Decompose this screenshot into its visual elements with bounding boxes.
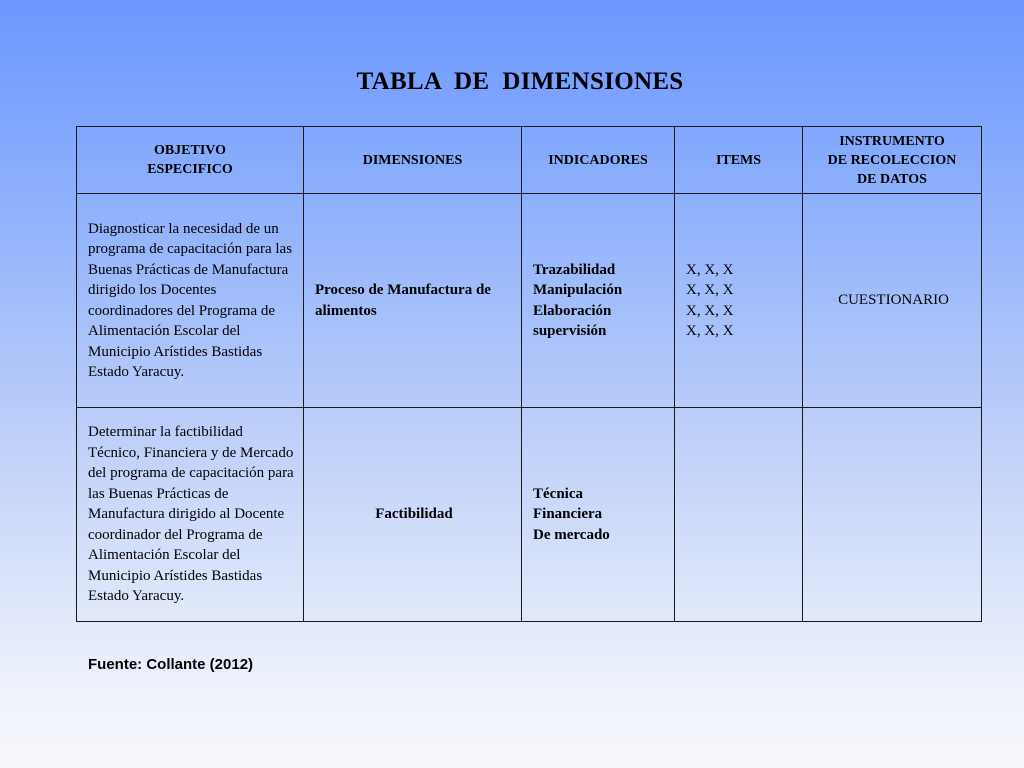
table-row xyxy=(77,408,982,622)
page-title: TABLA DE DIMENSIONES xyxy=(356,68,684,95)
item-entry: X, X, X xyxy=(686,282,734,298)
indicador-item: supervisión xyxy=(533,323,607,339)
indicadores-cell xyxy=(522,408,675,622)
objetivo-cell: Determinar la factibilidad Técnico, Financiera y de Mercado del programa de capacitación para las Buenas Prácticas de Manufactura dirigido al Docente coordinador del Programa de Alimentación Escolar del Municipio Arístides Bastidas Estado Yaracuy. xyxy=(77,408,304,622)
objetivo-cell: Diagnosticar la necesidad de un programa de capacitación para las Buenas Prácticas de Manufactura dirigido los Docentes coordinadores del Programa de Alimentación Escolar del Municipio Arístides Bastidas Estado Yaracuy. xyxy=(77,194,304,408)
table-header-row xyxy=(77,127,982,194)
instrumento-cell: CUESTIONARIO xyxy=(803,194,982,408)
header-dimensiones: DIMENSIONES xyxy=(304,127,522,194)
indicadores-cell xyxy=(522,194,675,408)
header-instrumento: INSTRUMENTO DE RECOLECCION DE DATOS xyxy=(803,127,982,194)
header-items: ITEMS xyxy=(675,127,803,194)
header-objetivo-especifico: OBJETIVO ESPECIFICO xyxy=(77,127,304,194)
table-row xyxy=(77,194,982,408)
indicador-item: Manipulación xyxy=(533,282,623,298)
items-cell xyxy=(675,408,803,622)
source-note: Fuente: Collante (2012) xyxy=(88,656,254,673)
indicador-item: Elaboración xyxy=(533,302,612,319)
item-entry: X, X, X xyxy=(686,261,734,278)
indicador-item: Técnica xyxy=(533,485,583,502)
instrumento-cell xyxy=(803,408,982,622)
item-entry: X, X, X xyxy=(686,302,734,319)
indicador-item: De mercado xyxy=(533,526,610,543)
indicador-item: Trazabilidad xyxy=(533,261,616,278)
dimension-cell: Factibilidad xyxy=(304,408,522,622)
item-entry: X, X, X xyxy=(686,323,734,339)
dimensions-table xyxy=(76,126,982,622)
items-cell xyxy=(675,194,803,408)
header-indicadores: INDICADORES xyxy=(522,127,675,194)
dimension-cell: Proceso de Manufactura de alimentos xyxy=(304,194,522,408)
indicador-item: Financiera xyxy=(533,506,603,523)
